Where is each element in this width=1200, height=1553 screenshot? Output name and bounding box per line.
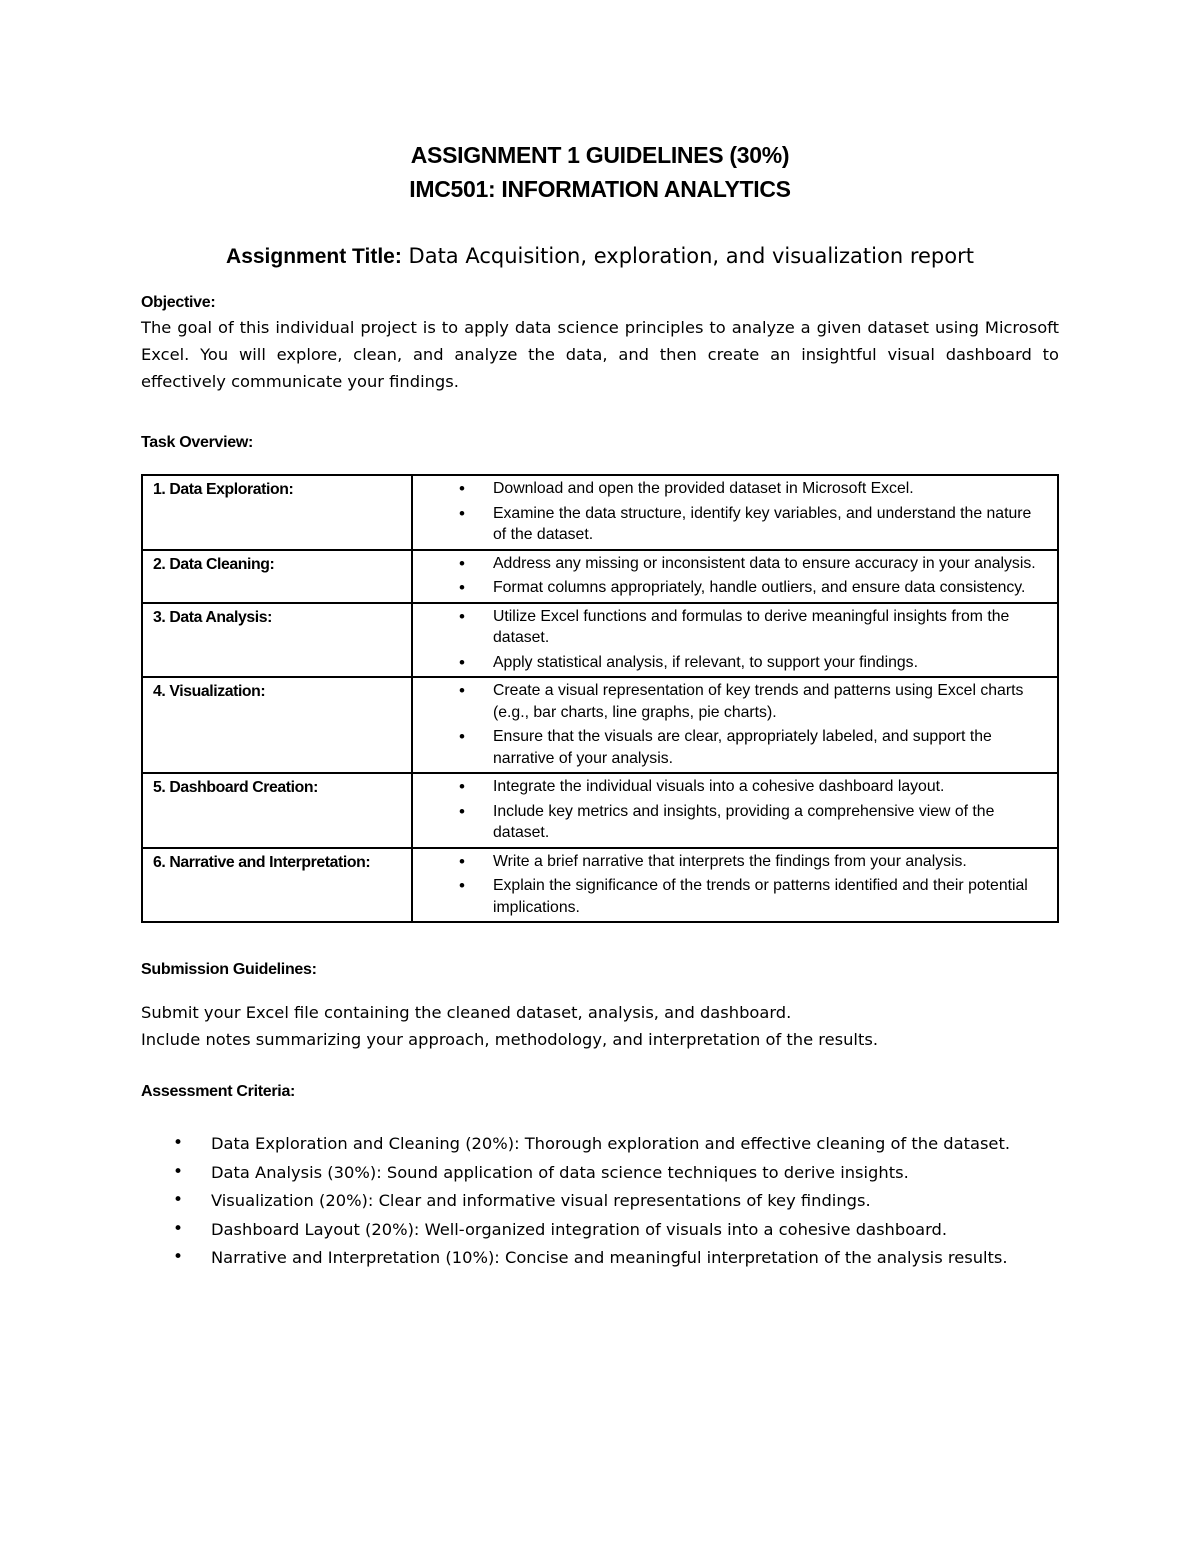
document-page <box>141 138 1059 1273</box>
list-item: • Narrative and Interpretation (10%): Concise and meaningful interpretation of the analysis results. <box>141 1244 1059 1272</box>
list-item: • Format columns appropriately, handle outliers, and ensure data consistency. <box>413 577 1045 599</box>
task-name: 3. Data Analysis: <box>142 603 412 678</box>
task-overview-heading: Task Overview: <box>141 434 254 451</box>
task-item-list <box>413 553 1045 599</box>
assessment-heading: Assessment Criteria: <box>141 1083 296 1100</box>
list-item: • Write a brief narrative that interprets the findings from your analysis. <box>413 851 1045 873</box>
objective-heading: Objective: <box>141 294 216 311</box>
table-row <box>142 848 1058 923</box>
assessment-criteria-list <box>141 1130 1059 1272</box>
task-name: 5. Dashboard Creation: <box>142 773 412 848</box>
assignment-title <box>141 241 1059 272</box>
submission-line-1: Submit your Excel file containing the cleaned dataset, analysis, and dashboard. <box>141 1003 792 1022</box>
task-overview-table <box>141 474 1059 923</box>
task-items-cell <box>412 550 1058 603</box>
table-row <box>142 550 1058 603</box>
list-item: • Ensure that the visuals are clear, appropriately labeled, and support the narrative of your analysis. <box>413 726 1045 769</box>
list-item: • Data Analysis (30%): Sound application of data science techniques to derive insights. <box>141 1159 1059 1187</box>
task-name: 4. Visualization: <box>142 677 412 773</box>
document-title <box>141 138 1059 206</box>
list-item: • Create a visual representation of key trends and patterns using Excel charts (e.g., bar charts, line graphs, pie charts). <box>413 680 1045 723</box>
submission-heading: Submission Guidelines: <box>141 961 317 978</box>
table-row <box>142 603 1058 678</box>
task-items-cell <box>412 773 1058 848</box>
table-row <box>142 475 1058 550</box>
task-items-cell <box>412 475 1058 550</box>
task-name: 1. Data Exploration: <box>142 475 412 550</box>
list-item: • Data Exploration and Cleaning (20%): Thorough exploration and effective cleaning of the dataset. <box>141 1130 1059 1158</box>
title-line-1: ASSIGNMENT 1 GUIDELINES (30%) <box>410 142 790 168</box>
task-item-list <box>413 606 1045 674</box>
task-items-cell <box>412 848 1058 923</box>
task-item-list <box>413 776 1045 844</box>
title-line-2: IMC501: INFORMATION ANALYTICS <box>409 176 791 202</box>
task-items-cell <box>412 603 1058 678</box>
task-name: 6. Narrative and Interpretation: <box>142 848 412 923</box>
table-row <box>142 677 1058 773</box>
list-item: • Include key metrics and insights, providing a comprehensive view of the dataset. <box>413 801 1045 844</box>
list-item: • Visualization (20%): Clear and informative visual representations of key findings. <box>141 1187 1059 1215</box>
task-name: 2. Data Cleaning: <box>142 550 412 603</box>
task-item-list <box>413 851 1045 919</box>
list-item: • Download and open the provided dataset in Microsoft Excel. <box>413 478 1045 500</box>
list-item: • Examine the data structure, identify key variables, and understand the nature of the dataset. <box>413 503 1045 546</box>
objective-text: The goal of this individual project is to apply data science principles to analyze a given dataset using Microsoft Excel. You will explore, clean, and analyze the data, and then create an insightful visual dashboard to effectively communicate your findings. <box>141 318 1059 391</box>
list-item: • Address any missing or inconsistent data to ensure accuracy in your analysis. <box>413 553 1045 575</box>
table-row <box>142 773 1058 848</box>
submission-text <box>141 999 1059 1053</box>
list-item: • Apply statistical analysis, if relevant, to support your findings. <box>413 652 1045 674</box>
list-item: • Integrate the individual visuals into a cohesive dashboard layout. <box>413 776 1045 798</box>
task-items-cell <box>412 677 1058 773</box>
list-item: • Explain the significance of the trends or patterns identified and their potential implications. <box>413 875 1045 918</box>
list-item: • Dashboard Layout (20%): Well-organized integration of visuals into a cohesive dashboard. <box>141 1216 1059 1244</box>
assignment-title-value: Data Acquisition, exploration, and visualization report <box>408 244 974 268</box>
submission-line-2: Include notes summarizing your approach, methodology, and interpretation of the results. <box>141 1030 878 1049</box>
task-item-list <box>413 680 1045 769</box>
assignment-title-label: Assignment Title: <box>226 245 402 268</box>
task-item-list <box>413 478 1045 546</box>
list-item: • Utilize Excel functions and formulas to derive meaningful insights from the dataset. <box>413 606 1045 649</box>
